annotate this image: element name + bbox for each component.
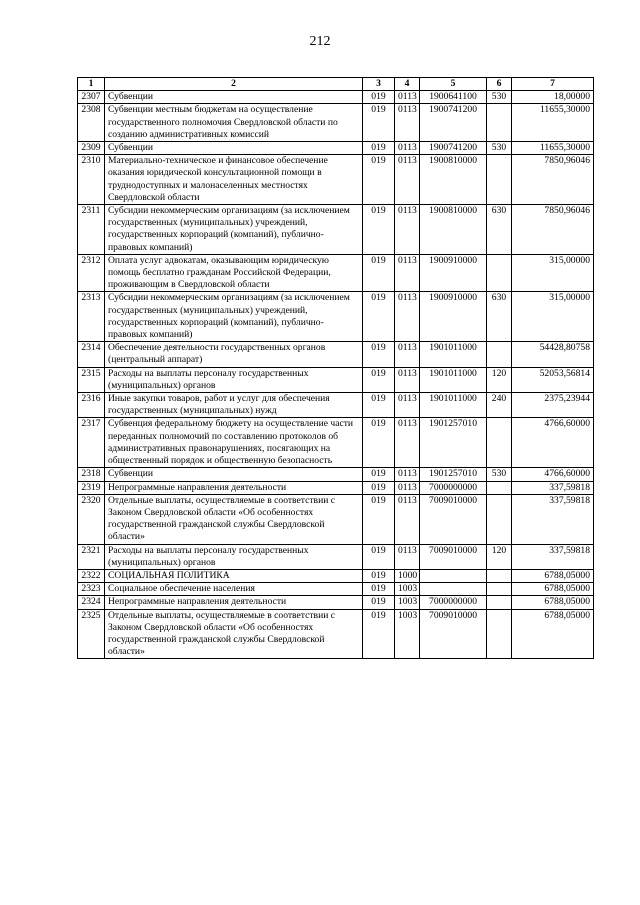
row-target-code: 7000000000 (420, 481, 487, 494)
row-number: 2308 (78, 104, 105, 142)
row-number: 2320 (78, 494, 105, 544)
table-header-row (78, 78, 594, 91)
row-description: Субвенции (105, 142, 363, 155)
row-section-code: 0113 (395, 342, 420, 367)
row-target-code: 1900810000 (420, 155, 487, 205)
table-row (78, 342, 594, 367)
row-ministry-code: 019 (363, 142, 395, 155)
row-description: Непрограммные направления деятельности (105, 596, 363, 609)
row-target-code: 1900810000 (420, 205, 487, 255)
row-amount: 7850,96046 (512, 155, 594, 205)
row-expense-type: 630 (487, 205, 512, 255)
page-number: 212 (309, 34, 331, 49)
row-section-code: 0113 (395, 393, 420, 418)
row-target-code: 1900910000 (420, 292, 487, 342)
row-ministry-code: 019 (363, 205, 395, 255)
table-row (78, 142, 594, 155)
row-expense-type: 120 (487, 367, 512, 392)
row-expense-type: 530 (487, 468, 512, 481)
row-amount: 4766,60000 (512, 418, 594, 468)
row-target-code: 1900741200 (420, 104, 487, 142)
row-number: 2307 (78, 91, 105, 104)
row-section-code: 0113 (395, 91, 420, 104)
table-row (78, 596, 594, 609)
column-header-7: 7 (512, 78, 594, 91)
row-section-code: 1003 (395, 596, 420, 609)
row-section-code: 0113 (395, 481, 420, 494)
table-row (78, 481, 594, 494)
column-header-1: 1 (78, 78, 105, 91)
row-description: Субвенция федеральному бюджету на осуществление части переданных полномочий по составлению протоколов об административных правонарушениях, посягающих на общественный порядок и общественную безопасность (105, 418, 363, 468)
row-expense-type (487, 342, 512, 367)
row-expense-type: 240 (487, 393, 512, 418)
row-expense-type: 120 (487, 544, 512, 569)
column-header-6: 6 (487, 78, 512, 91)
row-expense-type: 530 (487, 91, 512, 104)
row-section-code: 0113 (395, 205, 420, 255)
row-amount: 2375,23944 (512, 393, 594, 418)
row-section-code: 0113 (395, 367, 420, 392)
column-header-2: 2 (105, 78, 363, 91)
row-ministry-code: 019 (363, 104, 395, 142)
row-target-code: 1901257010 (420, 468, 487, 481)
row-target-code: 1901011000 (420, 342, 487, 367)
row-target-code: 1901257010 (420, 418, 487, 468)
row-expense-type (487, 155, 512, 205)
row-target-code (420, 569, 487, 582)
column-header-4: 4 (395, 78, 420, 91)
table-row (78, 205, 594, 255)
row-target-code: 1900741200 (420, 142, 487, 155)
row-description: Иные закупки товаров, работ и услуг для обеспечения государственных (муниципальных) нужд (105, 393, 363, 418)
row-amount: 315,00000 (512, 254, 594, 292)
row-amount: 337,59818 (512, 494, 594, 544)
row-ministry-code: 019 (363, 367, 395, 392)
row-section-code: 0113 (395, 292, 420, 342)
row-ministry-code: 019 (363, 544, 395, 569)
row-section-code: 0113 (395, 155, 420, 205)
column-header-5: 5 (420, 78, 487, 91)
row-target-code: 7009010000 (420, 609, 487, 659)
row-amount: 6788,05000 (512, 596, 594, 609)
table-row (78, 254, 594, 292)
table-row (78, 494, 594, 544)
table-row (78, 104, 594, 142)
row-ministry-code: 019 (363, 494, 395, 544)
table-row (78, 609, 594, 659)
row-target-code: 1900910000 (420, 254, 487, 292)
table-row (78, 292, 594, 342)
row-ministry-code: 019 (363, 481, 395, 494)
row-description: Отдельные выплаты, осуществляемые в соответствии с Законом Свердловской области «Об особенностях государственной гражданской службы Свердловской области» (105, 609, 363, 659)
row-expense-type (487, 569, 512, 582)
row-section-code: 0113 (395, 418, 420, 468)
row-section-code: 0113 (395, 494, 420, 544)
row-section-code: 0113 (395, 142, 420, 155)
table-row (78, 393, 594, 418)
row-ministry-code: 019 (363, 155, 395, 205)
table-row (78, 544, 594, 569)
row-description: Расходы на выплаты персоналу государственных (муниципальных) органов (105, 367, 363, 392)
row-ministry-code: 019 (363, 91, 395, 104)
row-expense-type (487, 583, 512, 596)
row-ministry-code: 019 (363, 292, 395, 342)
row-section-code: 1003 (395, 609, 420, 659)
row-expense-type: 530 (487, 142, 512, 155)
row-expense-type (487, 104, 512, 142)
row-ministry-code: 019 (363, 393, 395, 418)
row-number: 2312 (78, 254, 105, 292)
row-amount: 6788,05000 (512, 569, 594, 582)
row-target-code: 7009010000 (420, 494, 487, 544)
row-amount: 11655,30000 (512, 104, 594, 142)
row-amount: 337,59818 (512, 481, 594, 494)
row-number: 2318 (78, 468, 105, 481)
row-number: 2324 (78, 596, 105, 609)
table-row (78, 468, 594, 481)
row-expense-type (487, 609, 512, 659)
row-description: Материально-техническое и финансовое обеспечение оказания юридической консультационной помощи в труднодоступных и малонаселенных местностях Свердловской области (105, 155, 363, 205)
row-expense-type (487, 494, 512, 544)
row-section-code: 0113 (395, 104, 420, 142)
row-amount: 7850,96046 (512, 205, 594, 255)
row-number: 2311 (78, 205, 105, 255)
row-amount: 4766,60000 (512, 468, 594, 481)
row-description: СОЦИАЛЬНАЯ ПОЛИТИКА (105, 569, 363, 582)
table-row (78, 569, 594, 582)
row-ministry-code: 019 (363, 609, 395, 659)
row-target-code: 1900641100 (420, 91, 487, 104)
row-section-code: 1003 (395, 583, 420, 596)
row-amount: 315,00000 (512, 292, 594, 342)
row-ministry-code: 019 (363, 418, 395, 468)
row-number: 2309 (78, 142, 105, 155)
row-amount: 6788,05000 (512, 583, 594, 596)
row-section-code: 0113 (395, 468, 420, 481)
row-ministry-code: 019 (363, 468, 395, 481)
budget-table (77, 77, 594, 659)
row-amount: 52053,56814 (512, 367, 594, 392)
row-ministry-code: 019 (363, 583, 395, 596)
row-section-code: 0113 (395, 544, 420, 569)
row-description: Социальное обеспечение населения (105, 583, 363, 596)
row-number: 2319 (78, 481, 105, 494)
row-expense-type (487, 418, 512, 468)
row-number: 2316 (78, 393, 105, 418)
row-ministry-code: 019 (363, 254, 395, 292)
row-ministry-code: 019 (363, 569, 395, 582)
row-amount: 54428,80758 (512, 342, 594, 367)
row-description: Субсидии некоммерческим организациям (за исключением государственных (муниципальных) учреждений, государственных корпораций (компаний), публично-правовых компаний) (105, 292, 363, 342)
row-number: 2322 (78, 569, 105, 582)
row-target-code: 7000000000 (420, 596, 487, 609)
table-row (78, 418, 594, 468)
row-description: Оплата услуг адвокатам, оказывающим юридическую помощь бесплатно гражданам Российской Федерации, проживающим в Свердловской области (105, 254, 363, 292)
row-target-code: 1901011000 (420, 393, 487, 418)
row-number: 2317 (78, 418, 105, 468)
row-expense-type: 630 (487, 292, 512, 342)
table-row (78, 91, 594, 104)
row-description: Субсидии некоммерческим организациям (за исключением государственных (муниципальных) учреждений, государственных корпораций (компаний), публично-правовых компаний) (105, 205, 363, 255)
row-number: 2314 (78, 342, 105, 367)
row-description: Расходы на выплаты персоналу государственных (муниципальных) органов (105, 544, 363, 569)
row-amount: 337,59818 (512, 544, 594, 569)
row-description: Обеспечение деятельности государственных органов (центральный аппарат) (105, 342, 363, 367)
row-description: Субвенции (105, 468, 363, 481)
table-row (78, 583, 594, 596)
row-expense-type (487, 481, 512, 494)
row-target-code (420, 583, 487, 596)
row-number: 2313 (78, 292, 105, 342)
column-header-3: 3 (363, 78, 395, 91)
row-number: 2323 (78, 583, 105, 596)
row-description: Субвенции местным бюджетам на осуществление государственного полномочия Свердловской области по созданию административных комиссий (105, 104, 363, 142)
row-expense-type (487, 596, 512, 609)
row-number: 2310 (78, 155, 105, 205)
table-body (78, 91, 594, 659)
row-section-code: 1000 (395, 569, 420, 582)
row-target-code: 1901011000 (420, 367, 487, 392)
row-ministry-code: 019 (363, 342, 395, 367)
row-target-code: 7009010000 (420, 544, 487, 569)
row-number: 2315 (78, 367, 105, 392)
table-row (78, 155, 594, 205)
row-ministry-code: 019 (363, 596, 395, 609)
row-description: Отдельные выплаты, осуществляемые в соответствии с Законом Свердловской области «Об особенностях государственной гражданской службы Свердловской области» (105, 494, 363, 544)
row-description: Непрограммные направления деятельности (105, 481, 363, 494)
table-row (78, 367, 594, 392)
row-amount: 11655,30000 (512, 142, 594, 155)
row-number: 2325 (78, 609, 105, 659)
row-number: 2321 (78, 544, 105, 569)
row-description: Субвенции (105, 91, 363, 104)
row-amount: 18,00000 (512, 91, 594, 104)
row-expense-type (487, 254, 512, 292)
row-section-code: 0113 (395, 254, 420, 292)
row-amount: 6788,05000 (512, 609, 594, 659)
